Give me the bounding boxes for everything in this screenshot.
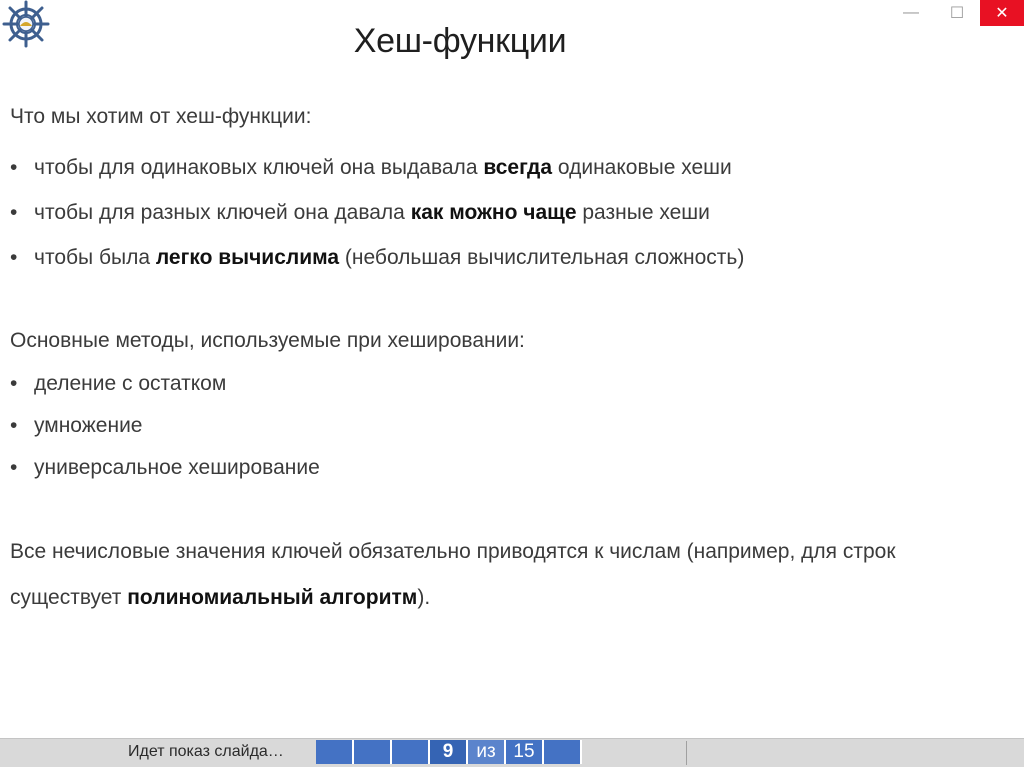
bullet-icon: • bbox=[10, 201, 18, 224]
nav-segment[interactable] bbox=[354, 740, 392, 764]
conclusion-line-1: Все нечисловые значения ключей обязательно приводятся к числам (например, для строк bbox=[10, 540, 896, 563]
nav-segment[interactable] bbox=[316, 740, 354, 764]
bullet-icon: • bbox=[10, 372, 18, 395]
status-text: Идет показ слайда… bbox=[128, 743, 284, 760]
nav-segment[interactable] bbox=[392, 740, 430, 764]
intro-text: Что мы хотим от хеш-функции: bbox=[10, 105, 312, 128]
maximize-icon: ☐ bbox=[949, 5, 965, 22]
maximize-button[interactable] bbox=[934, 0, 980, 26]
status-bar bbox=[0, 738, 1024, 767]
list-item: • чтобы была легко вычислима (небольшая вычислительная сложность) bbox=[10, 246, 745, 269]
of-label: из bbox=[468, 740, 506, 764]
slide-title: Хеш-функции bbox=[353, 22, 567, 60]
slide-navigator bbox=[316, 740, 582, 766]
close-button[interactable] bbox=[980, 0, 1024, 26]
bullet-icon: • bbox=[10, 246, 18, 269]
conclusion-line-2: существует полиномиальный алгоритм). bbox=[10, 586, 431, 609]
list-item: • чтобы для одинаковых ключей она выдавала всегда одинаковые хеши bbox=[10, 156, 732, 179]
nav-segment[interactable] bbox=[544, 740, 582, 764]
methods-heading: Основные методы, используемые при хешировании: bbox=[10, 329, 525, 352]
bullet-icon: • bbox=[10, 156, 18, 179]
status-divider bbox=[686, 741, 687, 765]
list-item: • умножение bbox=[10, 414, 143, 437]
current-slide-number: 9 bbox=[430, 740, 468, 764]
bullet-icon: • bbox=[10, 414, 18, 437]
list-item: • деление с остатком bbox=[10, 372, 227, 395]
list-item: • чтобы для разных ключей она давала как можно чаще разные хеши bbox=[10, 201, 710, 224]
total-slides-number: 15 bbox=[506, 740, 544, 764]
list-item: • универсальное хеширование bbox=[10, 456, 320, 479]
bullet-icon: • bbox=[10, 456, 18, 479]
minimize-icon: — bbox=[903, 4, 919, 21]
close-icon: ✕ bbox=[995, 5, 1009, 22]
